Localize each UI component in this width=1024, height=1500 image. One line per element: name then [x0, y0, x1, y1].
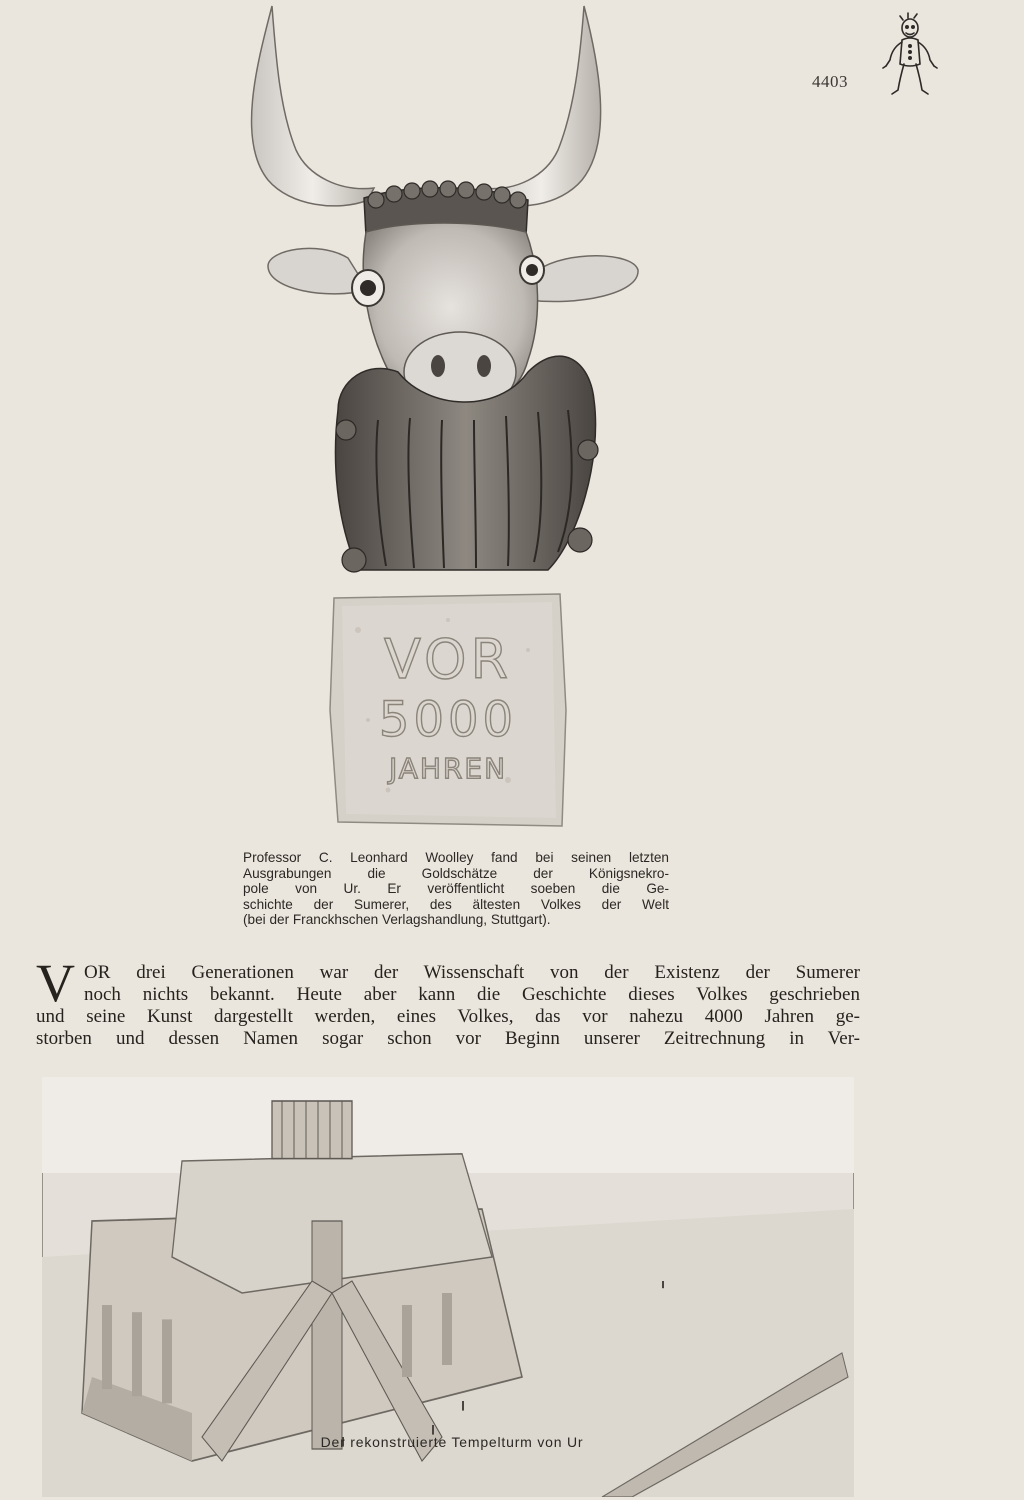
plaque-line-2: 5000	[378, 692, 518, 748]
page-number: 4403	[812, 72, 848, 91]
caption-line: Professor C. Leonhard Woolley fand bei seinen letzten	[243, 850, 669, 865]
plaque-line-1: VOR	[383, 628, 512, 691]
figure-caption: Der rekonstruierte Tempelturm von Ur	[320, 1434, 584, 1450]
article-line: storben und dessen Namen sogar schon vor Beginn unserer Zeitrechnung in Ver-	[36, 1028, 860, 1049]
article-line: und seine Kunst dargestellt werden, eines Volkes, das vor nahezu 4000 Jahren ge-	[36, 1006, 860, 1027]
drop-cap: V	[36, 953, 75, 1013]
caption-line: pole von Ur. Er veröffentlicht soeben die Ge-	[243, 881, 669, 897]
caption-line: (bei der Franckhschen Verlagshandlung, Stuttgart).	[243, 912, 551, 928]
caption-line: schichte der Sumerer, des ältesten Volkes der Welt	[243, 896, 669, 912]
caption-line: Ausgrabungen die Goldschätze der Königsnekro-	[243, 865, 669, 881]
vor-5000-jahren-plaque	[328, 590, 568, 830]
bull-head-lyre-image	[228, 0, 658, 580]
article-line: OR drei Generationen war der Wissenschaft von der Existenz der Sumerer	[84, 962, 860, 983]
article-line: noch nichts bekannt. Heute aber kann die Geschichte dieses Volkes geschrieben	[84, 984, 860, 1005]
image-caption	[243, 850, 669, 928]
article-body	[36, 953, 860, 1050]
jester-mascot-icon	[872, 8, 944, 108]
plaque-line-3: JAHREN	[388, 752, 508, 785]
